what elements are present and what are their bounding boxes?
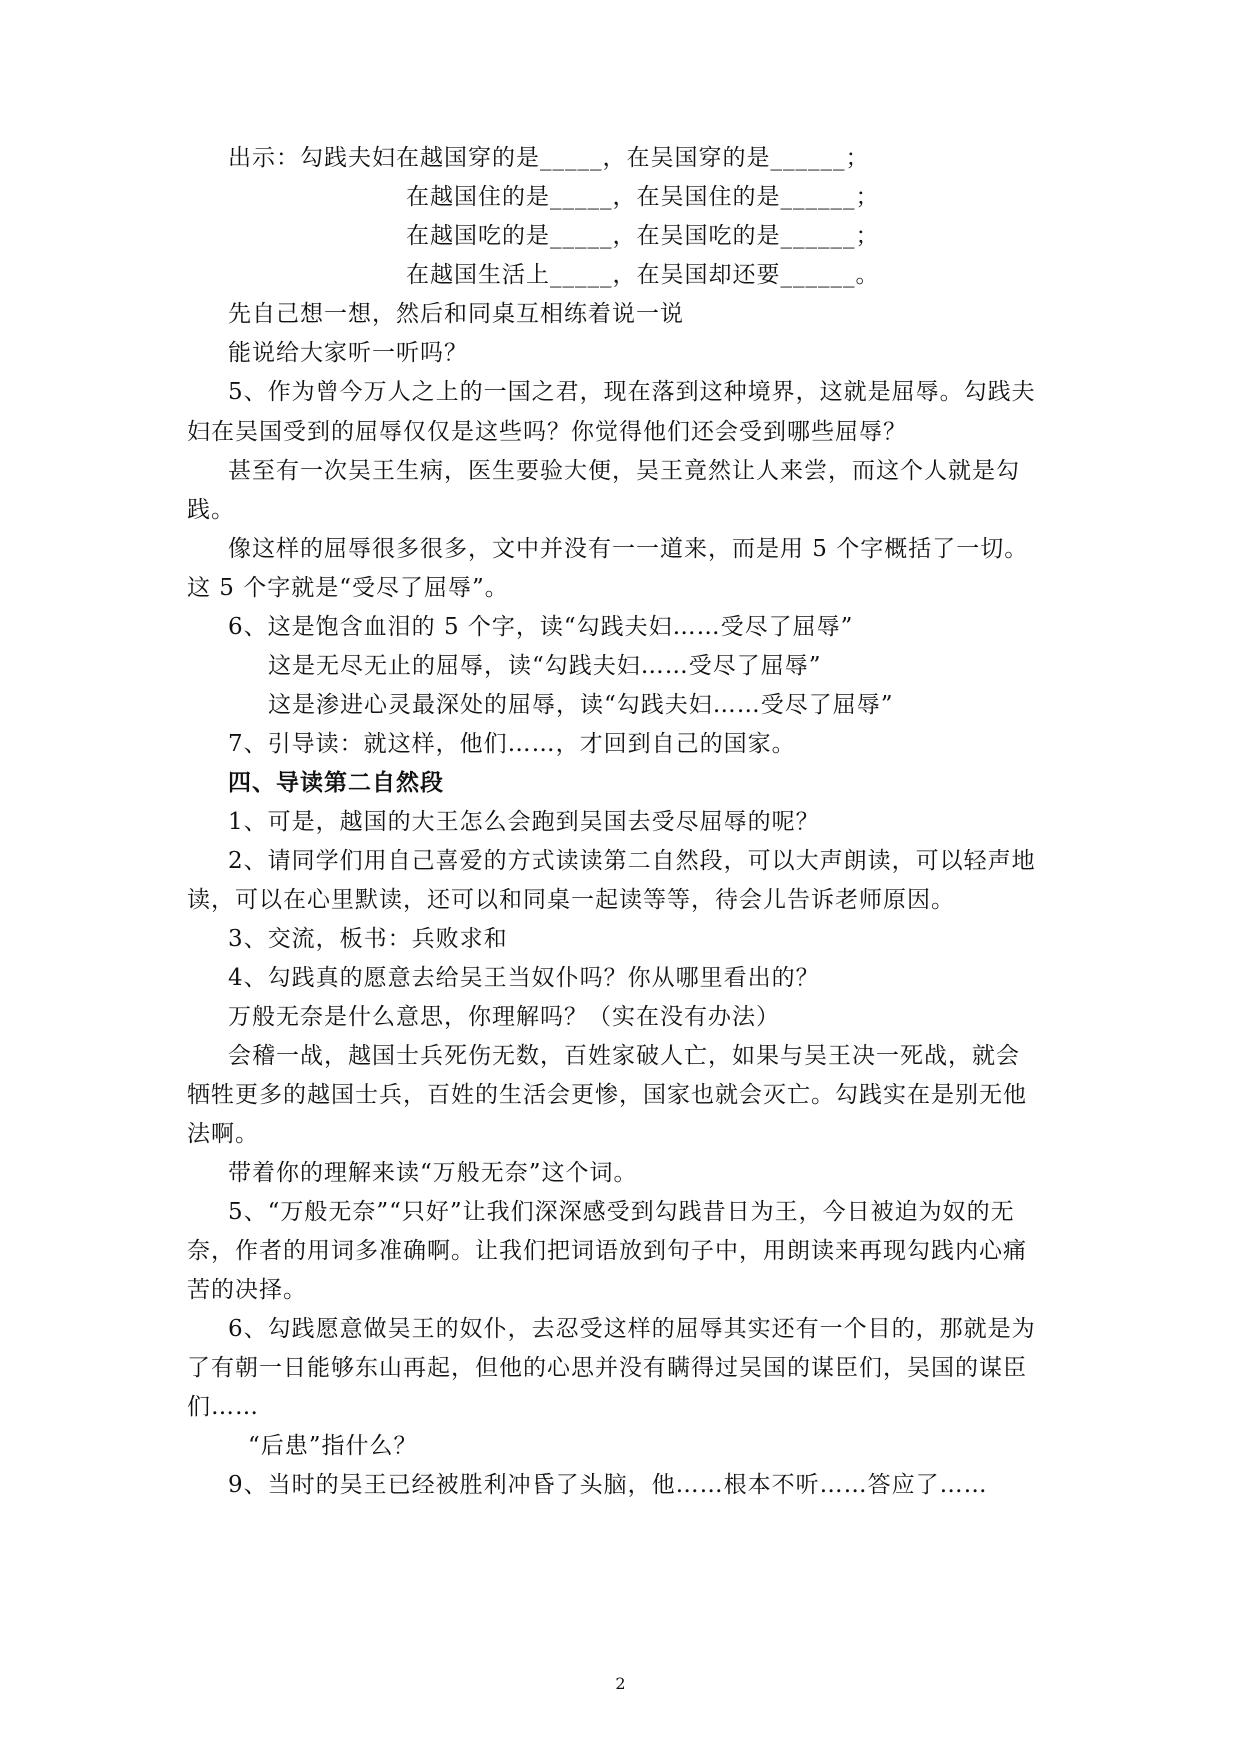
text-line: 在越国住的是_____，在吴国住的是______； <box>406 184 880 210</box>
text-line: 了有朝一日能够东山再起，但他的心思并没有瞒得过吴国的谋臣们，吴国的谋臣 <box>187 1355 1027 1381</box>
text-line: 苦的决择。 <box>187 1277 307 1303</box>
text-line: 3、交流，板书：兵败求和 <box>228 926 508 952</box>
text-line: 甚至有一次吴王生病，医生要验大便，吴王竟然让人来尝，而这个人就是勾 <box>228 458 1020 484</box>
text-line: 牺牲更多的越国士兵，百姓的生活会更惨，国家也就会灭亡。勾践实在是别无他 <box>187 1082 1027 1108</box>
text-line: 这是渗进心灵最深处的屈辱，读“勾践夫妇……受尽了屈辱” <box>268 692 894 718</box>
text-line: 7、引导读：就这样，他们……，才回到自己的国家。 <box>228 731 796 757</box>
text-line: 在越国吃的是_____，在吴国吃的是______； <box>406 223 880 249</box>
text-line: 在越国生活上_____，在吴国却还要______。 <box>406 262 880 288</box>
text-line: 6、勾践愿意做吴王的奴仆，去忍受这样的屈辱其实还有一个目的，那就是为 <box>228 1316 1036 1342</box>
text-line: 4、勾践真的愿意去给吴王当奴仆吗？你从哪里看出的？ <box>228 965 820 991</box>
text-line: 6、这是饱含血泪的 5 个字，读“勾践夫妇……受尽了屈辱” <box>228 614 854 640</box>
text-line: 践。 <box>187 497 235 523</box>
text-line: 这是无尽无止的屈辱，读“勾践夫妇……受尽了屈辱” <box>268 653 822 679</box>
text-line: 会稽一战，越国士兵死伤无数，百姓家破人亡，如果与吴王决一死战，就会 <box>228 1043 1020 1069</box>
text-line: 5、作为曾今万人之上的一国之君，现在落到这种境界，这就是屈辱。勾践夫 <box>228 379 1036 405</box>
text-line: “后患”指什么？ <box>248 1433 418 1459</box>
text-line: 出示：勾践夫妇在越国穿的是_____，在吴国穿的是______； <box>228 145 870 171</box>
text-line: 1、可是，越国的大王怎么会跑到吴国去受尽屈辱的呢？ <box>228 809 820 835</box>
text-line: 奈，作者的用词多准确啊。让我们把词语放到句子中，用朗读来再现勾践内心痛 <box>187 1238 1027 1264</box>
text-line: 9、当时的吴王已经被胜利冲昏了头脑，他……根本不听……答应了…… <box>228 1472 988 1498</box>
text-line: 5、“万般无奈”“只好”让我们深深感受到勾践昔日为王，今日被迫为奴的无 <box>228 1199 1015 1225</box>
text-line: 读，可以在心里默读，还可以和同桌一起读等等，待会儿告诉老师原因。 <box>187 887 955 913</box>
text-line: 万般无奈是什么意思，你理解吗？（实在没有办法） <box>228 1004 780 1030</box>
text-line: 们…… <box>187 1394 259 1420</box>
page-number: 2 <box>615 1674 626 1693</box>
text-line: 能说给大家听一听吗？ <box>228 340 468 366</box>
text-line: 妇在吴国受到的屈辱仅仅是这些吗？你觉得他们还会受到哪些屈辱？ <box>187 419 907 445</box>
section-heading: 四、导读第二自然段 <box>228 769 444 796</box>
text-line: 像这样的屈辱很多很多，文中并没有一一道来，而是用 5 个字概括了一切。 <box>228 536 1029 562</box>
text-line: 带着你的理解来读“万般无奈”这个词。 <box>228 1160 638 1186</box>
text-line: 法啊。 <box>187 1121 259 1147</box>
text-line: 2、请同学们用自己喜爱的方式读读第二自然段，可以大声朗读，可以轻声地 <box>228 848 1036 874</box>
text-line: 这 5 个字就是“受尽了屈辱”。 <box>187 575 509 601</box>
text-line: 先自己想一想，然后和同桌互相练着说一说 <box>228 301 684 327</box>
